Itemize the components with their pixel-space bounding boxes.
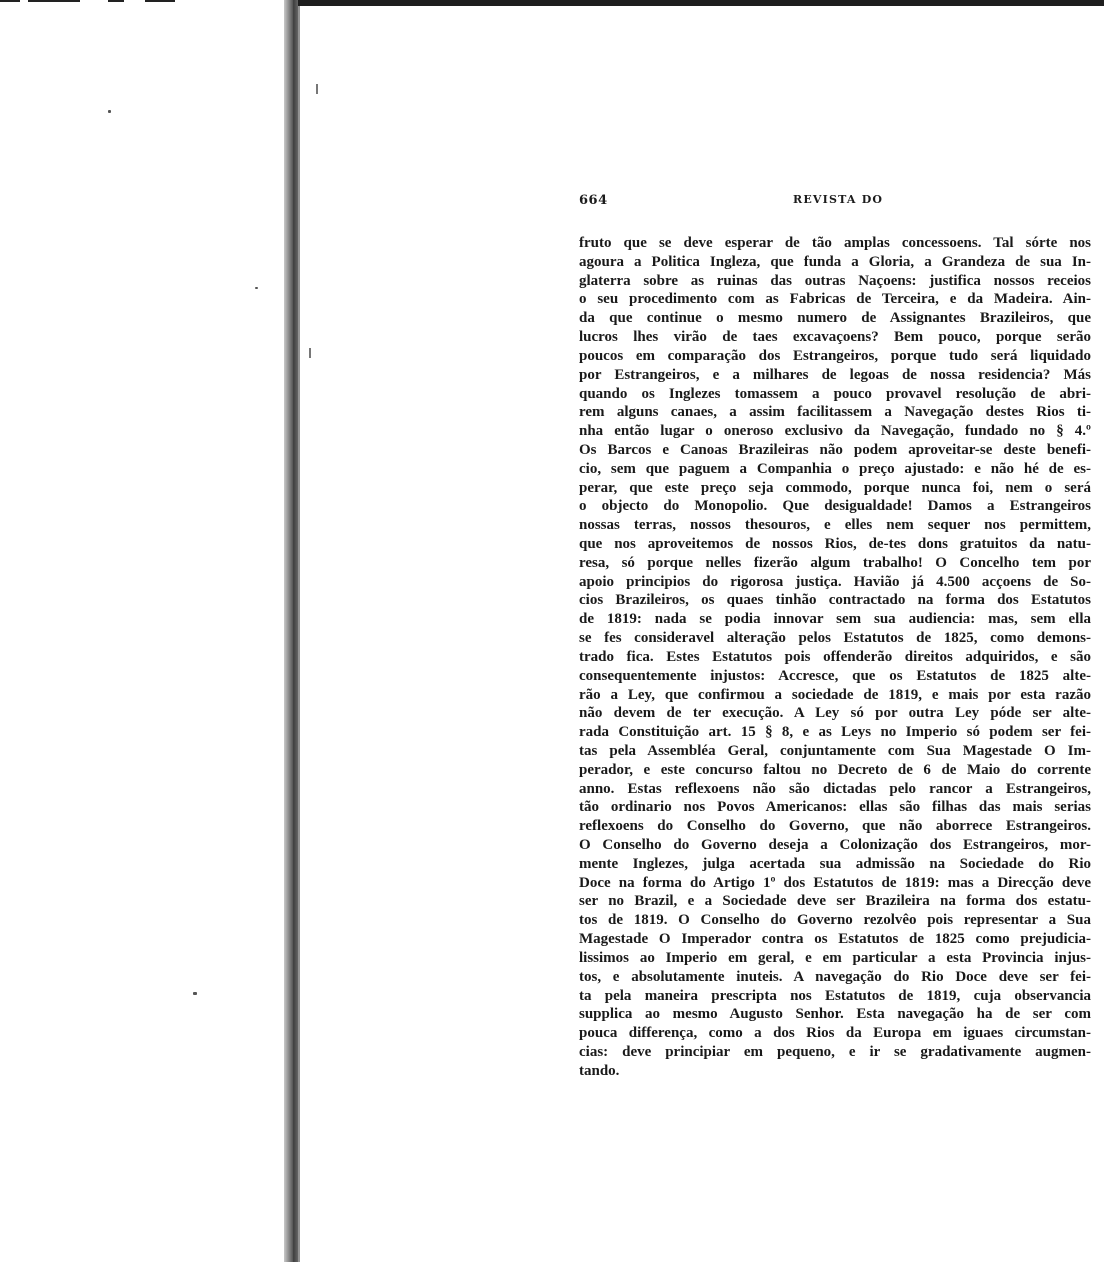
text-line: de 1819: nada se podia innovar sem sua audiencia: mas, sem ella	[579, 611, 1091, 628]
text-line: rão a Ley, que confirmou a sociedade de 1819, e mais por esta razão	[579, 686, 1091, 703]
edge-mark	[316, 84, 318, 94]
page-binding-shadow	[293, 0, 300, 1262]
text-line: supplica ao mesmo Augusto Senhor. Esta navegação ha de ser com	[579, 1006, 1091, 1023]
text-line: não devem de ter execução. A Ley só por outra Ley póde ser alte-	[579, 705, 1091, 722]
text-line: resa, só porque nelles fizerão algum trabalho! O Concelho tem por	[579, 554, 1091, 571]
text-line: ser no Brazil, e a Sociedade deve ser Brazileira na forma dos estatu-	[579, 893, 1091, 910]
text-line: rada Constituição art. 15 § 8, e as Leys no Imperio só podem ser fei-	[579, 724, 1091, 741]
text-line: cios Brazileiros, os quaes tinhão contractado na forma dos Estatutos	[579, 592, 1091, 609]
paper-speck	[108, 110, 111, 113]
text-line: reflexoens do Conselho do Governo, que não aborrece Estrangeiros.	[579, 818, 1091, 835]
text-line: consequentemente injustos: Accresce, que os Estatutos de 1825 alte-	[579, 667, 1091, 684]
text-line: O Conselho do Governo deseja a Colonização dos Estrangeiros, mor-	[579, 837, 1091, 853]
text-line: perador, e este concurso faltou no Decreto de 6 de Maio do corrente	[579, 761, 1091, 778]
text-line: Os Barcos e Canoas Brazileiras não podem aproveitar-se deste benefi-	[579, 441, 1091, 458]
paper-speck	[255, 287, 258, 289]
text-line: Magestade O Imperador contra os Estatutos de 1825 como prejudicia-	[579, 931, 1091, 948]
text-line: anno. Estas reflexoens não são dictadas pelo rancor a Estrangeiros,	[579, 780, 1091, 797]
text-line: se fes consideravel alteração pelos Estatutos de 1825, como demons-	[579, 630, 1091, 647]
text-line: tos de 1819. O Conselho do Governo rezolvêo pois representar a Sua	[579, 912, 1091, 929]
text-line: o seu procedimento com as Fabricas de Terceira, e da Madeira. Ain-	[579, 291, 1091, 308]
text-line: tos, e absolutamente inuteis. A navegação do Rio Doce deve ser fei-	[579, 968, 1091, 985]
text-line: cias: deve principiar em pequeno, e ir se gradativamente augmen-	[579, 1043, 1091, 1060]
text-line: ta pela maneira prescripta nos Estatutos de 1819, cuja observancia	[579, 987, 1091, 1004]
text-line: tas pela Assembléa Geral, conjuntamente com Sua Magestade O Im-	[579, 742, 1091, 759]
left-page-top-rule	[28, 0, 80, 2]
page-top-edge	[298, 0, 1104, 6]
text-line: o objecto do Monopolio. Que desigualdade! Damos a Estrangeiros	[579, 498, 1091, 515]
text-line: lissimos ao Imperio em geral, e em particular a esta Provincia injus-	[579, 949, 1091, 966]
paper-speck	[193, 992, 197, 995]
text-line: trado fica. Estes Estatutos pois offenderão direitos adquiridos, e são	[579, 648, 1091, 665]
left-page-top-rule	[108, 0, 124, 2]
text-line: nha então lugar o oneroso exclusivo da Navegação, fundado no § 4.º	[579, 423, 1091, 440]
text-line: apoio principios do rigorosa justiça. Havião já 4.500 acçoens de So-	[579, 573, 1091, 590]
text-line: fruto que se deve esperar de tão amplas concessoens. Tal sórte nos	[579, 235, 1091, 251]
text-line: Doce na forma do Artigo 1º dos Estatutos de 1819: mas a Direcção deve	[579, 874, 1091, 891]
text-line: glaterra sobre as ruinas das outras Naçoens: justifica nossos receios	[579, 272, 1091, 289]
journal-title: REVISTA DO	[793, 193, 884, 206]
body-text	[579, 234, 1091, 1081]
text-line: tando.	[579, 1062, 620, 1079]
text-line: que nos aproveitemos de nossos Rios, de-tes dons gratuitos da natu-	[579, 536, 1091, 552]
text-line: rem alguns canaes, a assim facilitassem a Navegação destes Rios ti-	[579, 404, 1091, 421]
text-line: tão ordinario nos Povos Americanos: ellas são filhas das mais serias	[579, 799, 1091, 816]
text-line: lucros lhes virão de taes excavaçoens? Bem pouco, porque serão	[579, 329, 1091, 346]
left-page-top-rule	[145, 0, 175, 2]
left-page-margin	[0, 0, 290, 1262]
text-line: agoura a Politica Ingleza, que funda a Gloria, a Grandeza de sua In-	[579, 253, 1091, 270]
text-line: nossas terras, nossos thesouros, e elles nem sequer nos permittem,	[579, 517, 1091, 534]
text-line: cio, sem que paguem a Companhia o preço ajustado: e não hé de es-	[579, 460, 1091, 477]
running-head	[579, 193, 1087, 213]
page-number: 664	[579, 193, 608, 208]
text-line: perar, que este preço seja commodo, porque nunca foi, nem o será	[579, 479, 1091, 496]
left-page-top-rule	[0, 0, 20, 2]
text-line: quando os Inglezes tomassem a pouco provavel resolução de abri-	[579, 385, 1091, 402]
text-line: pouca differença, como a dos Rios da Europa em iguaes circumstan-	[579, 1025, 1091, 1042]
text-line: da que continue o mesmo numero de Assignantes Brazileiros, que	[579, 310, 1091, 327]
text-line: mente Inglezes, julga acertada sua admissão na Sociedade do Rio	[579, 855, 1091, 872]
edge-mark	[309, 348, 311, 358]
text-line: por Estrangeiros, e a milhares de legoas de nossa residencia? Más	[579, 366, 1091, 383]
text-line: poucos em comparação dos Estrangeiros, porque tudo será liquidado	[579, 347, 1091, 364]
